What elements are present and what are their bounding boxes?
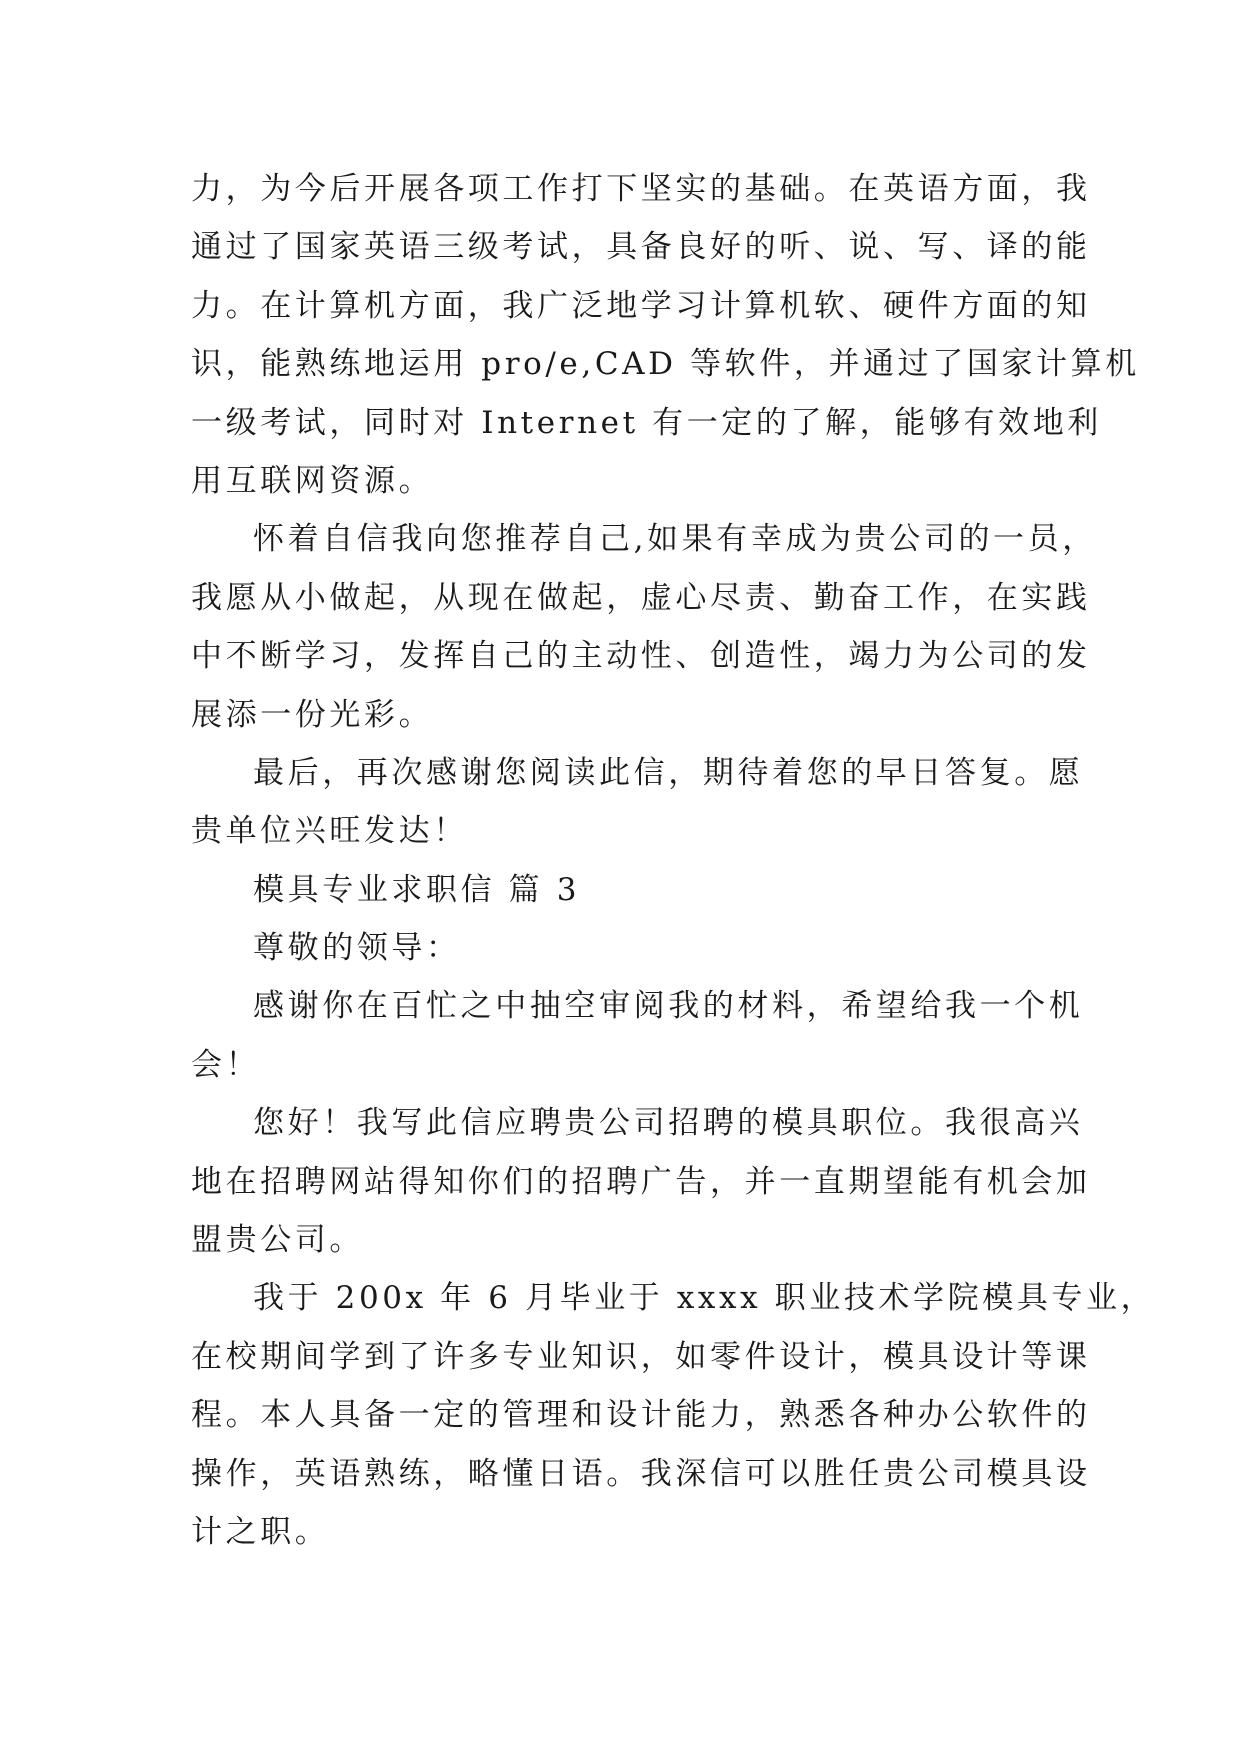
letter-body	[191, 160, 1156, 1561]
text-line: 一级考试，同时对 Internet 有一定的了解，能够有效地利	[191, 404, 1102, 441]
text-line: 力，为今后开展各项工作打下坚实的基础。在英语方面，我	[191, 171, 1091, 207]
text-line: 程。本人具备一定的管理和设计能力，熟悉各种办公软件的	[191, 1397, 1091, 1434]
text-line: 盟贵公司。	[191, 1222, 364, 1259]
text-line: 在校期间学到了许多专业知识，如零件设计，模具设计等课	[191, 1338, 1091, 1375]
text-line: 力。在计算机方面，我广泛地学习计算机软、硬件方面的知	[191, 287, 1091, 324]
paragraph-start-line: 您好！我写此信应聘贵公司招聘的模具职位。我很高兴	[253, 1105, 1084, 1142]
text-line: 会！	[191, 1046, 261, 1083]
paragraph-start-line: 感谢你在百忙之中抽空审阅我的材料，希望给我一个机	[253, 988, 1084, 1025]
section-heading: 模具专业求职信 篇 3	[253, 871, 581, 908]
text-line: 通过了国家英语三级考试，具备良好的听、说、写、译的能	[191, 229, 1091, 266]
salutation: 尊敬的领导：	[253, 930, 461, 967]
paragraph-start-line: 我于 200x 年 6 月毕业于 xxxx 职业技术学院模具专业，	[253, 1280, 1156, 1317]
text-line: 贵单位兴旺发达！	[191, 813, 468, 850]
text-line: 我愿从小做起，从现在做起，虚心尽责、勤奋工作，在实践	[191, 579, 1091, 616]
paragraph-start-line: 最后，再次感谢您阅读此信，期待着您的早日答复。愿	[253, 754, 1084, 791]
paragraph-start-line: 怀着自信我向您推荐自己,如果有幸成为贵公司的一员，	[253, 521, 1097, 558]
text-line: 地在招聘网站得知你们的招聘广告，并一直期望能有机会加	[191, 1163, 1091, 1200]
text-line: 识，能熟练地运用 pro/e,CAD 等软件，并通过了国家计算机	[191, 346, 1140, 383]
text-line: 展添一份光彩。	[191, 696, 434, 733]
text-line: 计之职。	[191, 1513, 330, 1550]
text-line: 中不断学习，发挥自己的主动性、创造性，竭力为公司的发	[191, 638, 1091, 675]
text-line: 用互联网资源。	[191, 462, 434, 499]
text-line: 操作，英语熟练，略懂日语。我深信可以胜任贵公司模具设	[191, 1455, 1091, 1492]
